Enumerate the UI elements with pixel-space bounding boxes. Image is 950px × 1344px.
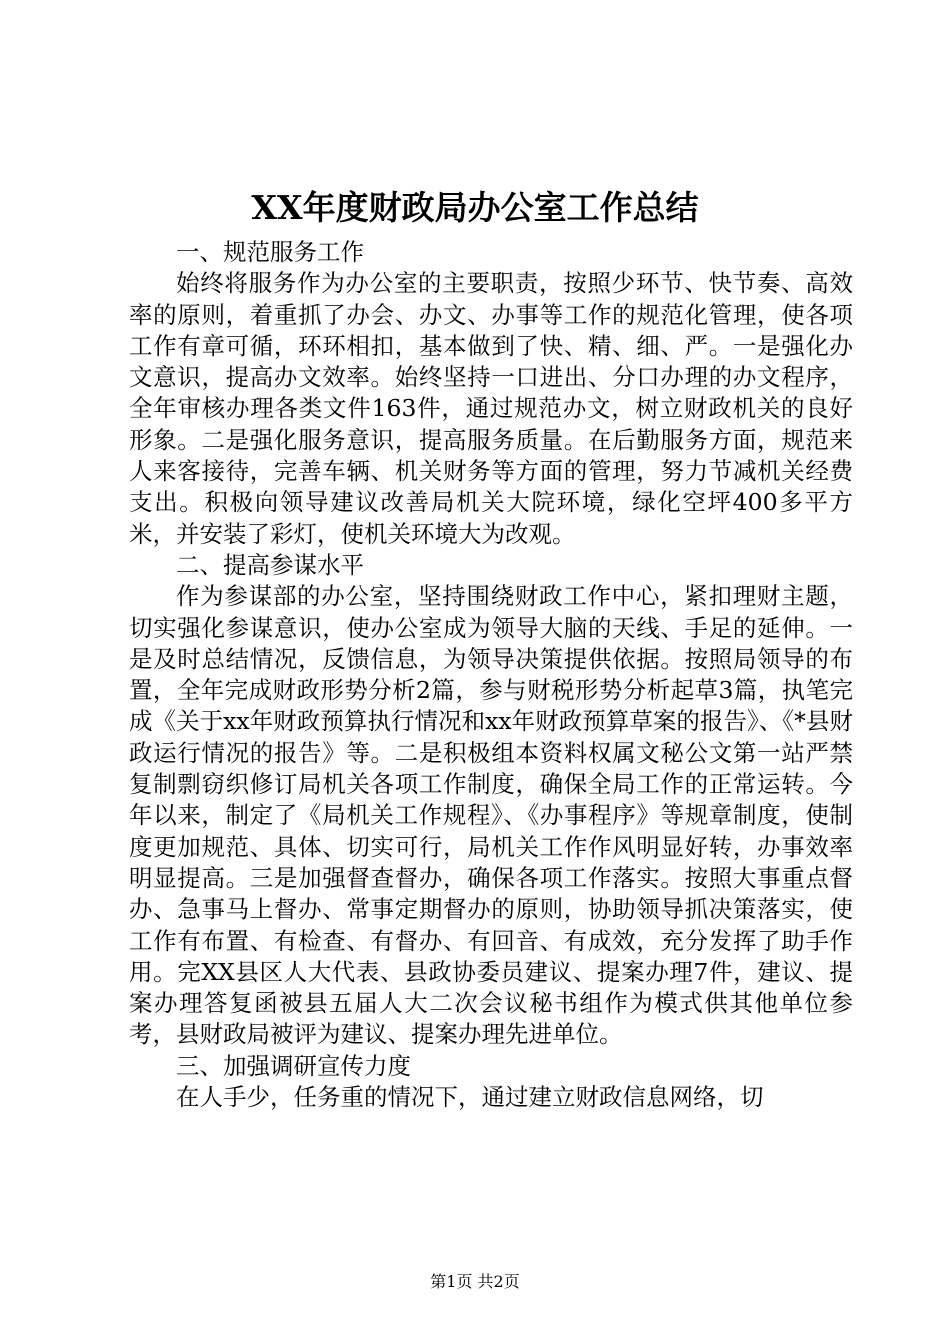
paragraph-1: 始终将服务作为办公室的主要职责，按照少环节、快节奏、高效率的原则，着重抓了办会、办文、办事等工作的规范化管理，使各项工作有章可循，环环相扣，基本做到了快、精、细、严。一是强化办文意识，提高办文效率。始终坚持一口进出、分口办理的办文程序，全年审核办理各类文件163件，通过规范办文，树立财政机关的良好形象。二是强化服务意识，提高服务质量。在后勤服务方面，规范来人来客接待，完善车辆、机关财务等方面的管理，努力节减机关经费支出。积极向领导建议改善局机关大院环境，绿化空坪400多平方米，并安装了彩灯，使机关环境大为改观。: [129, 269, 853, 548]
page-number-footer: 第1页 共2页: [430, 1272, 520, 1291]
section-heading-1: 一、规范服务工作: [176, 238, 364, 266]
paragraph-3: 在人手少，任务重的情况下，通过建立财政信息网络，切: [176, 1083, 764, 1112]
section-heading-3: 三、加强调研宣传力度: [176, 1051, 411, 1080]
paragraph-2: 作为参谋部的办公室，坚持围绕财政工作中心，紧扣理财主题，切实强化参谋意识，使办公室成为领导大脑的天线、手足的延伸。一是及时总结情况，反馈信息，为领导决策提供依据。按照局领导的布置，全年完成财政形势分析2篇，参与财税形势分析起草3篇，执笔完成《关于xx年财政预算执行情况和xx年财政预算草案的报告》、《*县财政运行情况的报告》等。二是积极组本资料权属文秘公文第一站严禁复制剽窃织修订局机关各项工作制度，确保全局工作的正常运转。今年以来，制定了《局机关工作规程》、《办事程序》等规章制度，使制度更加规范、具体、切实可行，局机关工作作风明显好转，办事效率明显提高。三是加强督查督办，确保各项工作落实。按照大事重点督办、急事马上督办、常事定期督办的原则，协助领导抓决策落实，使工作有布置、有检查、有督办、有回音、有成效，充分发挥了助手作用。完XX县区人大代表、县政协委员建议、提案办理7件，建议、提案办理答复函被县五届人大二次会议秘书组作为模式供其他单位参考，县财政局被评为建议、提案办理先进单位。: [129, 582, 853, 1049]
section-heading-2: 二、提高参谋水平: [176, 550, 364, 579]
document-body: [129, 237, 853, 1113]
document-title: XX年度财政局办公室工作总结: [251, 188, 699, 227]
